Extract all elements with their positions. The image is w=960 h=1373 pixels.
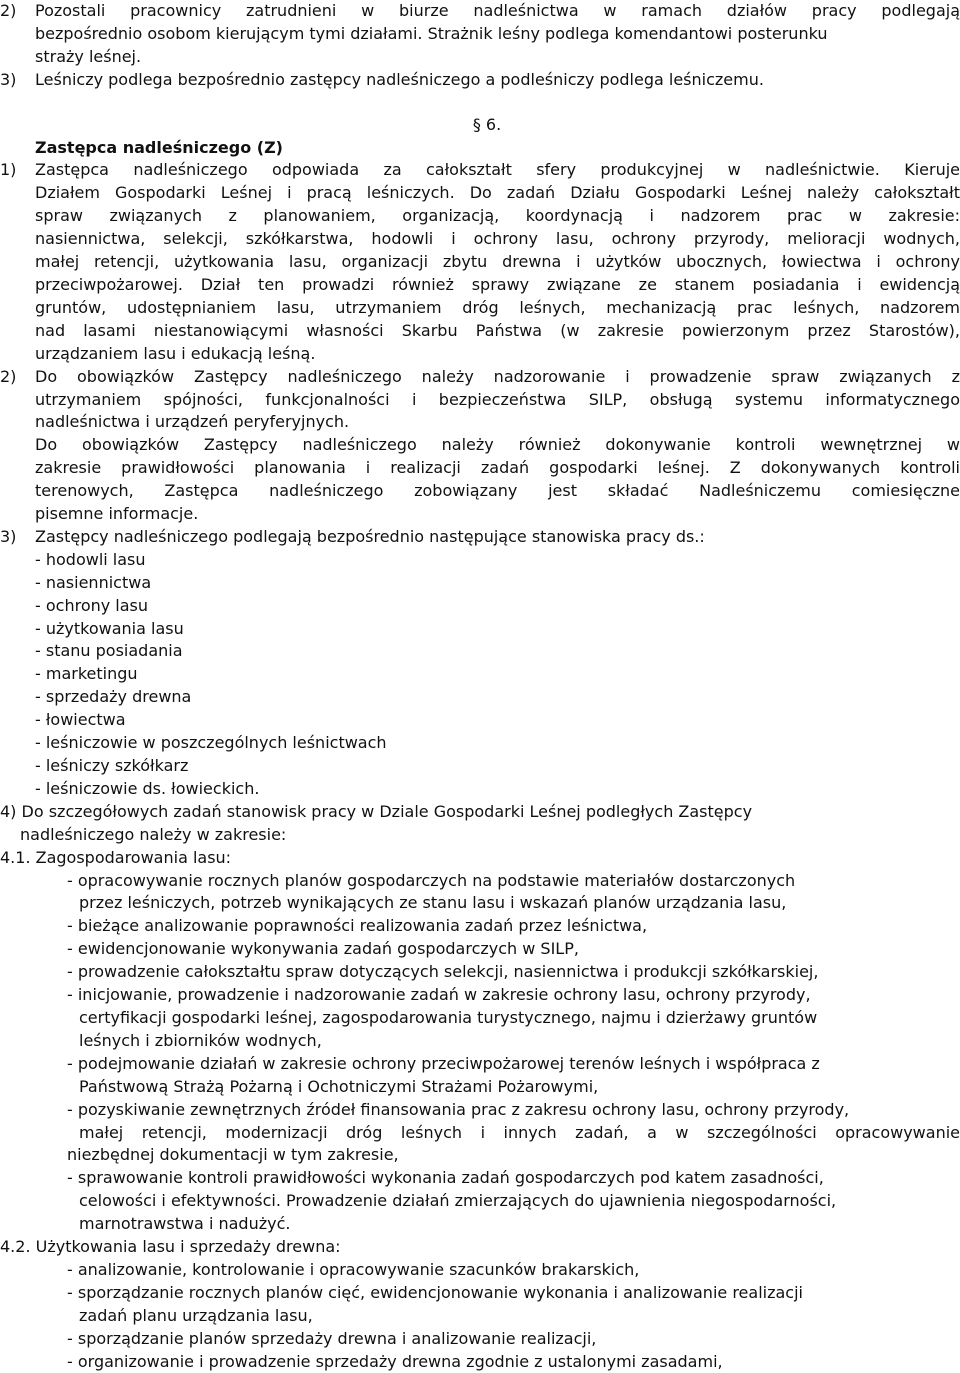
- list-line: leśnych i zbiorników wodnych,: [79, 1030, 322, 1050]
- text-line: utrzymaniem spójności, funkcjonalności i bezpieczeństwa SILP, obsługą systemu informatycznego: [35, 389, 960, 409]
- list-line: - sporządzanie planów sprzedaży drewna i analizowanie realizacji,: [67, 1328, 597, 1348]
- text-line: straży leśnej.: [35, 46, 142, 66]
- list-line: - analizowanie, kontrolowanie i opracowywanie szacunków brakarskich,: [67, 1259, 640, 1279]
- text-line: Zastępca nadleśniczego odpowiada za całokształt sfery produkcyjnej w nadleśnictwie. Kieruje: [35, 160, 960, 180]
- section-heading: Zastępca nadleśniczego (Z): [35, 137, 283, 157]
- top-item-3: [0, 69, 960, 92]
- text-line: Pozostali pracownicy zatrudnieni w biurze nadleśnictwa w ramach działów pracy podlegają: [35, 1, 960, 20]
- list-line: - sprawowanie kontroli prawidłowości wykonania zadań gospodarczych pod katem zasadności,: [67, 1168, 824, 1188]
- list-item: - hodowli lasu: [35, 549, 146, 569]
- list-line: - pozyskiwanie zewnętrznych źródeł finansowania prac z zakresu ochrony lasu, ochrony przyrody,: [67, 1099, 850, 1119]
- text-line: nad lasami niestanowiącymi własności Skarbu Państwa (w zakresie powierzonym przez Starostów),: [35, 320, 960, 340]
- text-line: terenowych, Zastępca nadleśniczego zobowiązany jest składać Nadleśniczemu comiesięczne: [35, 481, 960, 501]
- text-line: Działem Gospodarki Leśnej i pracą leśniczych. Do zadań Działu Gospodarki Leśnej należy całokształt: [35, 183, 960, 203]
- paragraph-2: [0, 366, 960, 526]
- paragraph-1: [0, 159, 960, 365]
- list-item: - stanu posiadania: [35, 641, 183, 661]
- text-line: gruntów, udostępnianiem lasu, utrzymaniem dróg leśnych, mechanizacją prac leśnych, nadzorem: [35, 297, 960, 317]
- text-line: bezpośrednio osobom kierującym tymi działami. Strażnik leśny podlega komendantowi posterunku: [35, 23, 828, 43]
- list-line: - sporządzanie rocznych planów cięć, ewidencjonowanie wykonania i analizowanie realizacji: [67, 1282, 803, 1302]
- subsection-title: 4.1. Zagospodarowania lasu:: [0, 847, 232, 867]
- text-line: Zastępcy nadleśniczego podlegają bezpośrednio następujące stanowiska pracy ds.:: [35, 526, 705, 546]
- list-item: - łowiectwa: [35, 710, 126, 730]
- text-line: urządzaniem lasu i edukacją leśną.: [35, 343, 316, 363]
- list-item: - sprzedaży drewna: [35, 687, 192, 707]
- list-line: - bieżące analizowanie poprawności realizowania zadań przez leśnictwa,: [67, 916, 648, 936]
- item-number: 3): [0, 69, 17, 89]
- list-item: - marketingu: [35, 664, 138, 684]
- text-line: pisemne informacje.: [35, 504, 199, 524]
- text-line: Do obowiązków Zastępcy nadleśniczego należy nadzorowanie i prowadzenie spraw związanych z: [35, 366, 960, 386]
- text-line: przeciwpożarowej. Dział ten prowadzi również sprawy związane ze stanem posiadania i ewidencją: [35, 274, 960, 294]
- item-number: 3): [0, 526, 17, 546]
- paragraph-4: [0, 801, 960, 847]
- text-line: Leśniczy podlega bezpośrednio zastępcy nadleśniczego a podleśniczy podlega leśniczemu.: [35, 69, 764, 89]
- list-line: - inicjowanie, prowadzenie i nadzorowanie zadań w zakresie ochrony lasu, ochrony przyrody,: [67, 985, 811, 1005]
- list-line: Państwową Strażą Pożarną i Ochotniczymi Strażami Pożarowymi,: [79, 1076, 599, 1096]
- subsection-4-1-list: [0, 870, 960, 1237]
- subsection-4-2-list: [0, 1259, 960, 1373]
- list-line: certyfikacji gospodarki leśnej, zagospodarowania turystycznego, najmu i dzierżawy gruntów: [79, 1007, 818, 1027]
- text-line: nadleśniczego należy w zakresie:: [20, 824, 287, 844]
- list-item: - leśniczowie ds. łowieckich.: [35, 778, 260, 798]
- list-line: zadań planu urządzania lasu,: [79, 1305, 313, 1325]
- list-line: - ewidencjonowanie wykonywania zadań gospodarczych w SILP,: [67, 939, 579, 959]
- text-line: małej retencji, użytkowania lasu, organizacji zbytu drewna i użytków ubocznych, łowiectwa i ochrony: [35, 252, 960, 272]
- list-line: - prowadzenie całokształtu spraw dotyczących selekcji, nasiennictwa i produkcji szkółkarskiej,: [67, 962, 819, 982]
- item-number: 2): [0, 1, 17, 20]
- list-item: - nasiennictwa: [35, 572, 152, 592]
- text-line: nasiennictwa, selekcji, szkółkarstwa, hodowli i ochrony lasu, ochrony przyrody, melioracji wodnych,: [35, 229, 960, 249]
- list-line: przez leśniczych, potrzeb wynikających ze stanu lasu i wskazań planów urządzania lasu,: [79, 893, 787, 913]
- list-line: celowości i efektywności. Prowadzenie działań zmierzających do ujawnienia niegospodarności,: [79, 1191, 837, 1211]
- list-line: - organizowanie i prowadzenie sprzedaży drewna zgodnie z ustalonymi zasadami,: [67, 1351, 723, 1371]
- list-item: - użytkowania lasu: [35, 618, 184, 638]
- list-line: - podejmowanie działań w zakresie ochrony przeciwpożarowej terenów leśnych i współpraca z: [67, 1053, 820, 1073]
- list-item: - ochrony lasu: [35, 595, 149, 615]
- text-line: nadleśnictwa i urządzeń peryferyjnych.: [35, 412, 350, 432]
- text-line: 4) Do szczegółowych zadań stanowisk pracy w Dziale Gospodarki Leśnej podległych Zastępcy: [0, 801, 753, 821]
- list-item: - leśniczowie w poszczególnych leśnictwach: [35, 733, 387, 753]
- item-number: 1): [0, 160, 17, 180]
- section-mark: § 6.: [472, 114, 502, 134]
- list-item: - leśniczy szkółkarz: [35, 756, 189, 775]
- paragraph-3: [0, 526, 960, 801]
- list-line: małej retencji, modernizacji dróg leśnych i innych zadań, a w szczególności opracowywanie: [79, 1122, 960, 1142]
- subsection-4-2: [0, 1236, 960, 1373]
- text-line: zakresie prawidłowości planowania i realizacji zadań gospodarki leśnej. Z dokonywanych kontroli: [35, 458, 960, 478]
- subsection-4-1: [0, 847, 960, 1236]
- item-number: 2): [0, 366, 17, 386]
- list-line: - opracowywanie rocznych planów gospodarczych na podstawie materiałów dostarczonych: [67, 870, 796, 890]
- top-item-2: [0, 0, 960, 69]
- list-line: marnotrawstwa i nadużyć.: [79, 1214, 291, 1234]
- text-line: Do obowiązków Zastępcy nadleśniczego należy również dokonywanie kontroli wewnętrznej w: [35, 435, 960, 455]
- list-line: niezbędnej dokumentacji w tym zakresie,: [67, 1145, 399, 1165]
- subsection-title: 4.2. Użytkowania lasu i sprzedaży drewna:: [0, 1237, 341, 1257]
- text-line: spraw związanych z planowaniem, organizacją, koordynacją i nadzorem prac w zakresie:: [35, 206, 960, 226]
